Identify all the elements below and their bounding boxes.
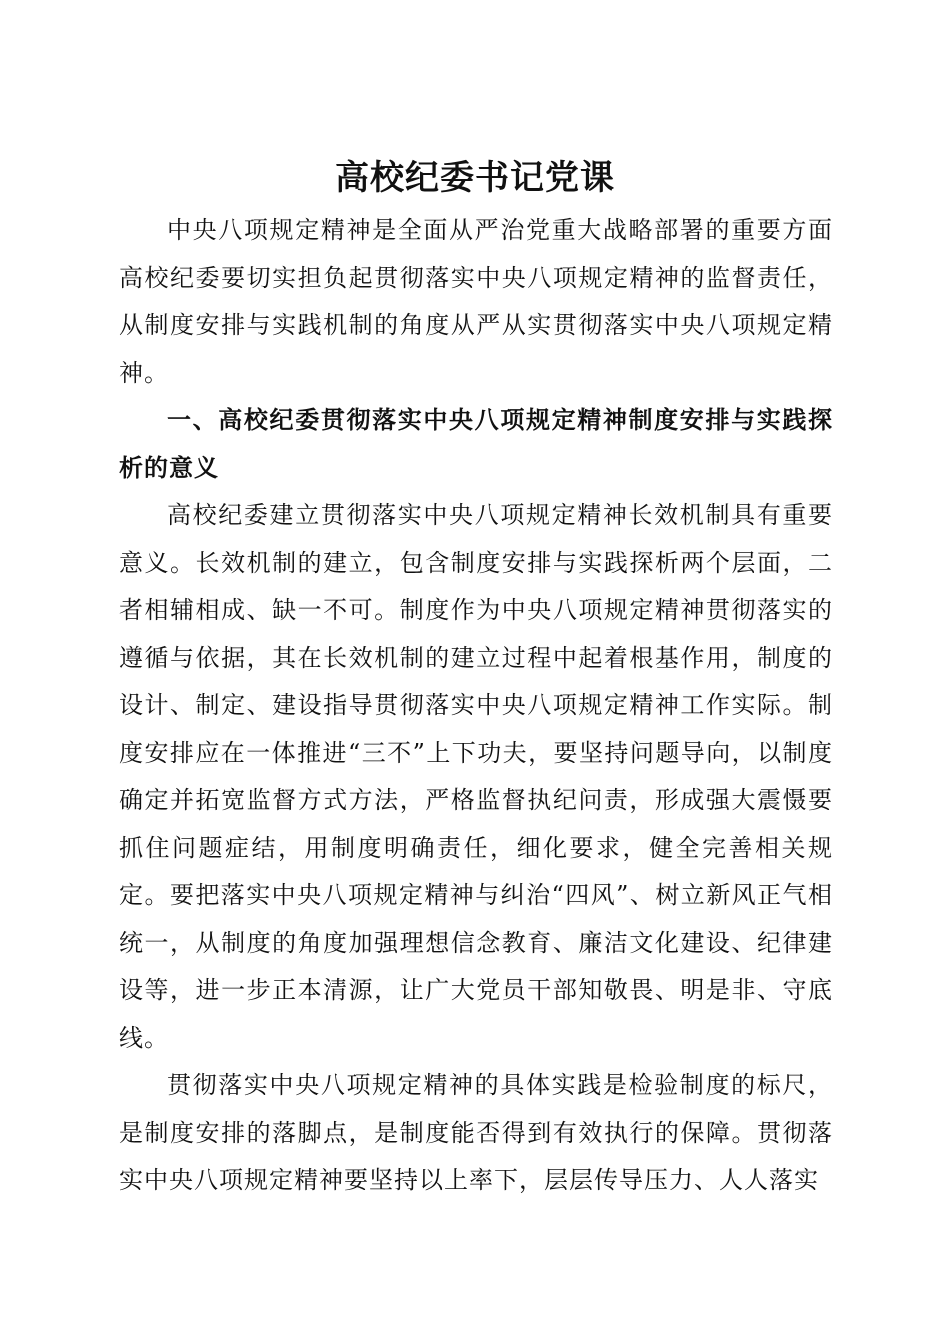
intro-paragraph: 中央八项规定精神是全面从严治党重大战略部署的重要方面高校纪委要切实担负起贯彻落实中央八项规定精神的监督责任，从制度安排与实践机制的角度从严从实贯彻落实中央八项规定精神。 bbox=[119, 216, 833, 387]
document-title: 高校纪委书记党课 bbox=[335, 158, 615, 198]
section-heading: 一、高校纪委贯彻落实中央八项规定精神制度安排与实践探析的意义 bbox=[119, 406, 833, 482]
document-body bbox=[119, 207, 833, 1205]
body-paragraph: 贯彻落实中央八项规定精神的具体实践是检验制度的标尺，是制度安排的落脚点，是制度能否得到有效执行的保障。贯彻落实中央八项规定精神要坚持以上率下，层层传导压力、人人落实 bbox=[119, 1071, 833, 1194]
body-paragraph: 高校纪委建立贯彻落实中央八项规定精神长效机制具有重要意义。长效机制的建立，包含制度安排与实践探析两个层面，二者相辅相成、缺一不可。制度作为中央八项规定精神贯彻落实的遵循与依据，其在长效机制的建立过程中起着根基作用，制度的设计、制定、建设指导贯彻落实中央八项规定精神工作实际。制度安排应在一体推进“三不”上下功夫，要坚持问题导向，以制度确定并拓宽监督方式方法，严格监督执纪问责，形成强大震慑要抓住问题症结，用制度明确责任，细化要求，健全完善相关规定。要把落实中央八项规定精神与纠治“四风”、树立新风正气相统一，从制度的角度加强理想信念教育、廉洁文化建设、纪律建设等，进一步正本清源，让广大党员干部知敬畏、明是非、守底线。 bbox=[119, 501, 833, 1052]
